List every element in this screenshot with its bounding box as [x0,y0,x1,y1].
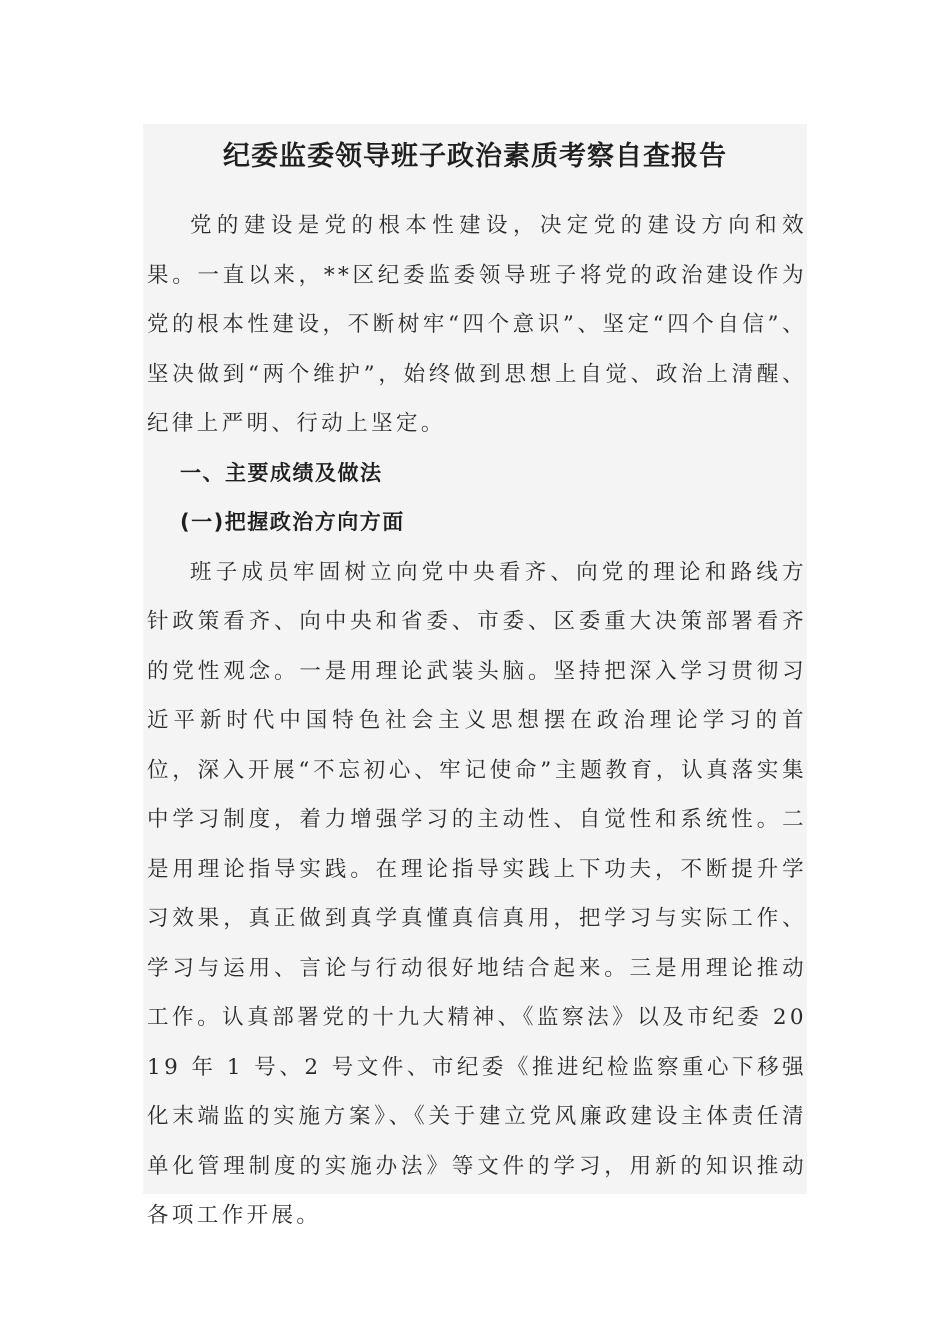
subsection-paragraph: 班子成员牢固树立向党中央看齐、向党的理论和路线方针政策看齐、向中央和省委、市委、区委重大决策部署看齐的党性观念。一是用理论武装头脑。坚持把深入学习贯彻习近平新时代中国特色社会主义思想摆在政治理论学习的首位，深入开展“不忘初心、牢记使命”主题教育，认真落实集中学习制度，着力增强学习的主动性、自觉性和系统性。二是用理论指导实践。在理论指导实践上下功夫，不断提升学习效果，真正做到真学真懂真信真用，把学习与实际工作、学习与运用、言论与行动很好地结合起来。三是用理论推动工作。认真部署党的十九大精神、《监察法》以及市纪委 2019 年 1 号、2 号文件、市纪委《推进纪检监察重心下移强化末端监的实施方案》、《关于建立党风廉政建设主体责任清单化管理制度的实施办法》等文件的学习，用新的知识推动各项工作开展。 [147,559,807,1228]
document-title: 纪委监委领导班子政治素质考察自查报告 [223,141,727,172]
section-heading: 一、主要成绩及做法 [180,460,383,485]
intro-paragraph: 党的建设是党的根本性建设，决定党的建设方向和效果。一直以来，**区纪委监委领导班子将党的政治建设作为党的根本性建设，不断树牢“四个意识”、坚定“四个自信”、坚决做到“两个维护”，始终做到思想上自觉、政治上清醒、纪律上严明、行动上坚定。 [147,213,807,436]
subsection-heading: (一)把握政治方向方面 [180,510,405,534]
document-body [147,201,807,1241]
document-page [143,124,807,1228]
